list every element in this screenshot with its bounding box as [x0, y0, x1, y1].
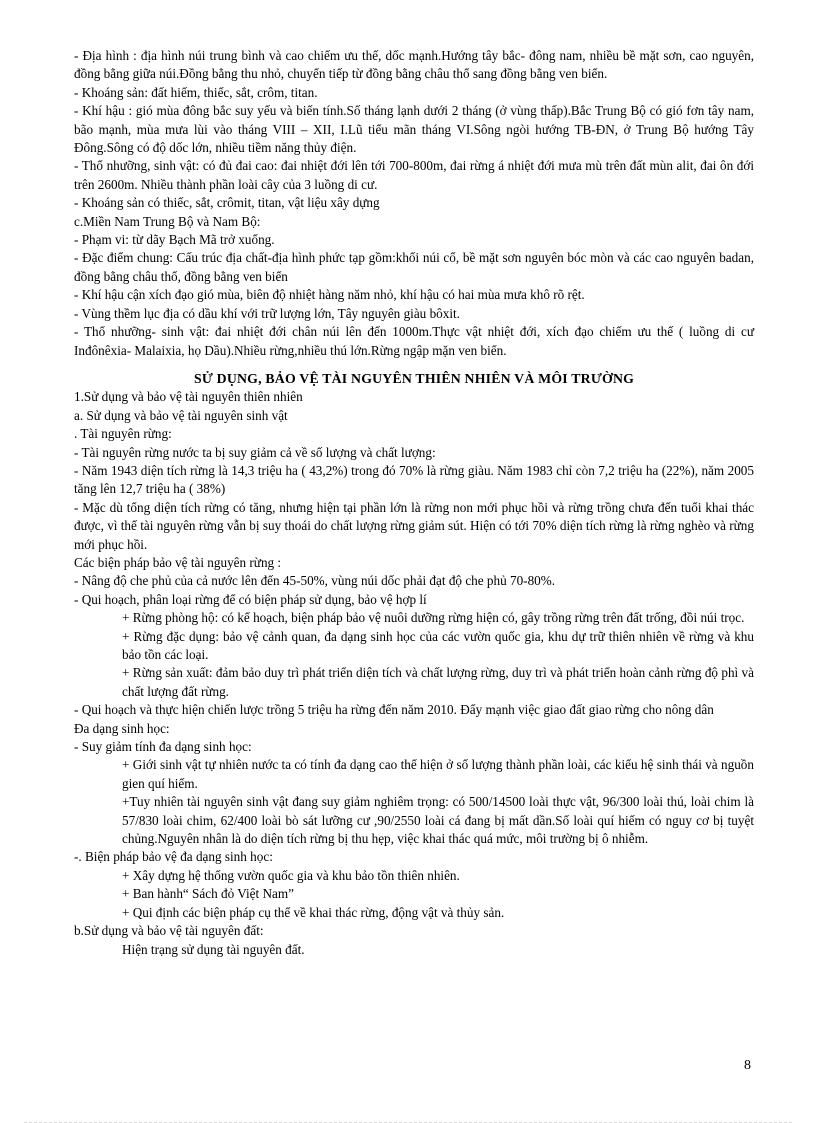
paragraph: - Qui hoạch và thực hiện chiến lược trồng 5 triệu ha rừng đến năm 2010. Đẩy mạnh việc giao đất giao rừng cho nông dân: [74, 702, 714, 718]
paragraph: + Ban hành“ Sách đỏ Việt Nam”: [122, 886, 294, 902]
paragraph: - Khí hậu cận xích đạo gió mùa, biên độ nhiệt hàng năm nhỏ, khí hậu có hai mùa mưa khô rõ rệt.: [74, 287, 585, 303]
paragraph: - Khoáng sản có thiếc, sắt, crômit, titan, vật liệu xây dựng: [74, 195, 380, 211]
paragraph: + Qui định các biện pháp cụ thể về khai thác rừng, động vật và thủy sản.: [122, 904, 505, 920]
paragraph: - Mặc dù tổng diện tích rừng có tăng, nhưng hiện tại phần lớn là rừng non mới phục hồi và rừng trồng chưa đến tuổi khai thác được, vì thế tài nguyên rừng vẫn bị suy thoái do chất lượng rừng giảm sút. Hiện có tới 70% diện tích rừng là rừng nghèo và rừng mới phục hồi.: [74, 499, 754, 552]
paragraph: +Tuy nhiên tài nguyên sinh vật đang suy giảm nghiêm trọng: có 500/14500 loài thực vật, 96/300 loài thú, loài chim là 57/830 loài chim, 62/400 loài bò sát lưỡng cư ,90/2550 loài cá đang bị mất dần.Số loài quí hiếm có nguy cơ bị tuyệt chủng.Nguyên nhân là do diện tích rừng bị thu hẹp, việc khai thác quá mức, môi trường bị ô nhiễm.: [122, 794, 754, 847]
paragraph: - Suy giảm tính đa dạng sinh học:: [74, 739, 252, 755]
paragraph: + Giới sinh vật tự nhiên nước ta có tính đa dạng cao thể hiện ở số lượng thành phần loài, các kiểu hệ sinh thái và nguồn gien quí hiếm.: [122, 757, 754, 791]
paragraph: c.Miền Nam Trung Bộ và Nam Bộ:: [74, 213, 261, 229]
paragraph: -. Biện pháp bảo vệ đa dạng sinh học:: [74, 849, 273, 865]
paragraph: - Khoáng sản: đất hiếm, thiếc, sắt, crôm, titan.: [74, 84, 318, 100]
paragraph: - Qui hoạch, phân loại rừng để có biện pháp sử dụng, bảo vệ hợp lí: [74, 591, 427, 607]
paragraph: - Thổ nhưỡng, sinh vật: có đủ đai cao: đai nhiệt đới lên tới 700-800m, đai rừng á nhiệt đới mưa mù trên đất mùn alit, đai ôn đới trên 2600m. Nhiều thành phần loài cây của 3 luồng di cư.: [74, 158, 754, 192]
paragraph: + Rừng sản xuất: đảm bảo duy trì phát triển diện tích và chất lượng rừng, duy trì và phát triển hoàn cảnh rừng độ phì và chất lượng đất rừng.: [122, 665, 754, 699]
paragraph: a. Sử dụng và bảo vệ tài nguyên sinh vật: [74, 407, 288, 423]
paragraph: - Thổ nhưỡng- sinh vật: đai nhiệt đới chân núi lên đến 1000m.Thực vật nhiệt đới, xích đạo chiếm ưu thế ( luồng di cư Inđônêxia- Malaixia, họ Dầu).Nhiều rừng,nhiều thú lớn.Rừng ngập mặn ven biển.: [74, 324, 754, 358]
paragraph: Đa dạng sinh học:: [74, 720, 170, 736]
document-body: [74, 47, 754, 959]
paragraph: Hiện trạng sử dụng tài nguyên đất.: [122, 941, 305, 957]
paragraph: - Phạm vi: từ dãy Bạch Mã trở xuống.: [74, 232, 275, 248]
paragraph: - Địa hình : địa hình núi trung bình và cao chiếm ưu thế, dốc mạnh.Hướng tây bắc- đông nam, nhiều bề mặt sơn, cao nguyên, đồng bằng giữa núi.Đồng bằng thu nhỏ, chuyển tiếp từ đồng bằng châu thổ sang đồng bằng ven biển.: [74, 48, 754, 82]
page-number: 8: [744, 1058, 751, 1073]
paragraph: - Khí hậu : gió mùa đông bắc suy yếu và biến tính.Số tháng lạnh dưới 2 tháng (ở vùng thấp).Bắc Trung Bộ có gió fơn tây nam, bão mạnh, mùa mưa lùi vào tháng VIII – XII, I.Lũ tiểu mãn tháng VI.Sông ngòi hướng TB-ĐN, ở Trung Bộ hướng Tây Đông.Sông có độ dốc lớn, nhiều tiềm năng thủy điện.: [74, 103, 754, 156]
paragraph: b.Sử dụng và bảo vệ tài nguyên đất:: [74, 923, 264, 939]
paragraph: - Nâng độ che phủ của cả nước lên đến 45-50%, vùng núi dốc phải đạt độ che phủ 70-80%.: [74, 573, 556, 589]
paragraph: Các biện pháp bảo vệ tài nguyên rừng :: [74, 554, 282, 570]
section-heading: SỬ DỤNG, BẢO VỆ TÀI NGUYÊN THIÊN NHIÊN VÀ MÔI TRƯỜNG: [193, 370, 635, 386]
paragraph: - Vùng thềm lục địa có dầu khí với trữ lượng lớn, Tây nguyên giàu bôxit.: [74, 305, 460, 321]
paragraph: + Xây dựng hệ thống vườn quốc gia và khu bảo tồn thiên nhiên.: [122, 867, 460, 883]
paragraph: . Tài nguyên rừng:: [74, 426, 172, 442]
paragraph: - Tài nguyên rừng nước ta bị suy giảm cả về số lượng và chất lượng:: [74, 444, 436, 460]
paragraph: + Rừng phòng hộ: có kế hoạch, biện pháp bảo vệ nuôi dưỡng rừng hiện có, gây trồng rừng trên đất trống, đồi núi trọc.: [122, 610, 745, 626]
paragraph: - Năm 1943 diện tích rừng là 14,3 triệu ha ( 43,2%) trong đó 70% là rừng giàu. Năm 1983 chỉ còn 7,2 triệu ha (22%), năm 2005 tăng lên 12,7 triệu ha ( 38%): [74, 462, 754, 497]
paragraph: 1.Sử dụng và bảo vệ tài nguyên thiên nhiên: [74, 389, 303, 405]
paragraph: + Rừng đặc dụng: bảo vệ cảnh quan, đa dạng sinh học của các vườn quốc gia, khu dự trữ thiên nhiên về rừng và khu bảo tồn các loại.: [122, 628, 754, 662]
paragraph: - Đặc điểm chung: Cấu trúc địa chất-địa hình phức tạp gồm:khối núi cổ, bề mặt sơn nguyên bóc mòn và các cao nguyên badan, đồng bằng châu thổ, đồng bằng ven biển: [74, 250, 754, 284]
